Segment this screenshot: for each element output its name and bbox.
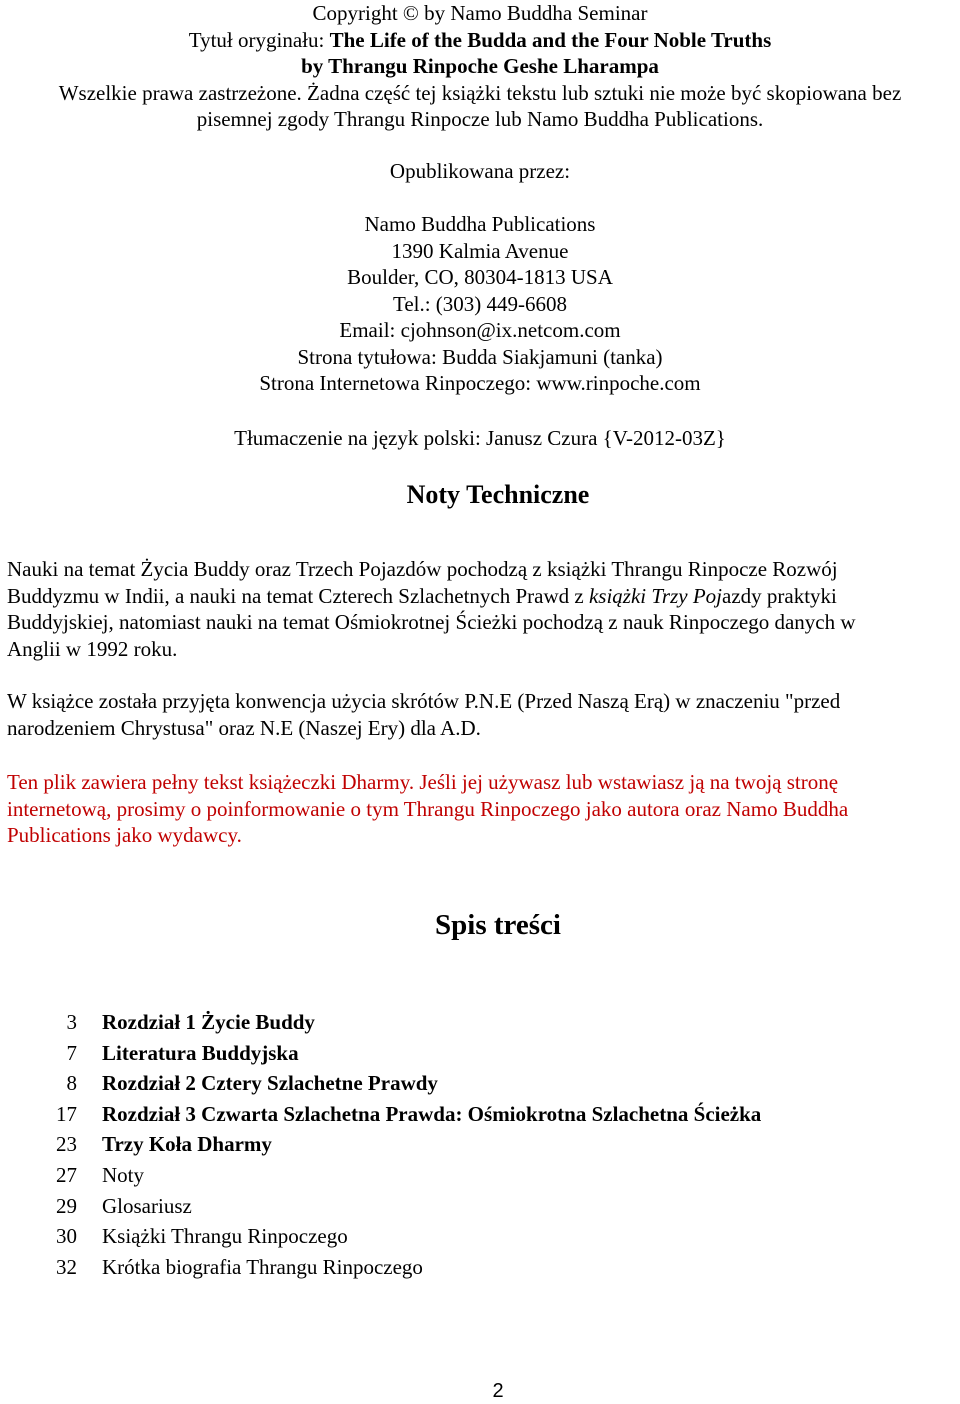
paragraph-line: Nauki na temat Życia Buddy oraz Trzech Pojazdów pochodzą z książki Thrangu Rinpocze Rozwój <box>7 557 838 581</box>
toc-page-number: 29 <box>56 1193 77 1218</box>
cover-note: Strona tytułowa: Budda Siakjamuni (tanka) <box>297 344 663 369</box>
toc-entry[interactable] <box>0 1191 960 1222</box>
toc-entry-title: Rozdział 1 Życie Buddy <box>102 1010 315 1034</box>
toc-entry[interactable] <box>0 1007 960 1038</box>
paragraph-line: Buddyjskiej, natomiast nauki na temat Ośmiokrotnej Ścieżki pochodzą z nauk Rinpoczego danych w <box>7 610 856 634</box>
notice-line: Publications jako wydawcy. <box>7 823 242 847</box>
publisher-spacer <box>0 185 960 212</box>
original-title-line <box>0 27 960 54</box>
paragraph-text: azdy praktyki <box>722 583 837 608</box>
paragraph-line: W książce została przyjęta konwencja użycia skrótów P.N.E (Przed Naszą Erą) w znaczeniu "przed <box>7 689 841 713</box>
translation-line: Tłumaczenie na język polski: Janusz Czura {V-2012-03Z} <box>234 426 726 450</box>
toc-page-number: 27 <box>56 1162 77 1187</box>
publisher-city: Boulder, CO, 80304-1813 USA <box>347 265 613 289</box>
rights-line-1: Wszelkie prawa zastrzeżone. Żadna część tej książki tekstu lub sztuki nie może być skopiowana bez <box>58 80 902 105</box>
notice-line: internetową, prosimy o poinformowanie o tym Thrangu Rinpoczego jako autora oraz Namo Buddha <box>7 796 849 821</box>
technical-notes-paragraph-2 <box>7 688 957 741</box>
copyright-block <box>0 0 960 133</box>
toc-entry[interactable] <box>0 1099 960 1130</box>
toc-heading: Spis treści <box>435 909 561 941</box>
toc-entry[interactable] <box>0 1160 960 1191</box>
toc-page-number: 32 <box>56 1254 77 1279</box>
toc-page-number: 3 <box>66 1010 77 1034</box>
toc-entry-title: Trzy Koła Dharmy <box>102 1132 272 1157</box>
toc-entry[interactable] <box>0 1038 960 1069</box>
publisher-street: 1390 Kalmia Avenue <box>391 238 569 263</box>
page-number: 2 <box>492 1380 504 1402</box>
table-of-contents <box>0 1007 960 1282</box>
original-title: The Life of the Budda and the Four Noble Truths <box>329 27 772 52</box>
toc-entry-title: Literatura Buddyjska <box>102 1040 299 1065</box>
paragraph-line: Anglii w 1992 roku. <box>7 636 178 661</box>
toc-entry-title: Książki Thrangu Rinpoczego <box>102 1224 348 1249</box>
publisher-block <box>0 158 960 397</box>
publisher-phone: Tel.: (303) 449-6608 <box>392 291 568 316</box>
toc-entry[interactable] <box>0 1221 960 1252</box>
translation-credit <box>0 425 960 451</box>
toc-entry[interactable] <box>0 1129 960 1160</box>
original-title-prefix: Tytuł oryginału: <box>188 27 330 52</box>
author-line <box>0 53 960 80</box>
publisher-email: Email: cjohnson@ix.netcom.com <box>339 318 621 342</box>
rights-line-2: pisemnej zgody Thrangu Rinpocze lub Namo Buddha Publications. <box>196 107 764 131</box>
paragraph-line: narodzeniem Chrystusa" oraz N.E (Naszej Ery) dla A.D. <box>7 715 481 740</box>
usage-notice <box>7 769 957 849</box>
technical-notes-paragraph-1 <box>7 556 957 662</box>
toc-entry-title: Glosariusz <box>102 1193 192 1218</box>
publisher-label: Opublikowana przez: <box>389 159 571 183</box>
toc-page-number: 8 <box>66 1071 77 1096</box>
paragraph-text: Buddyzmu w Indii, a nauki na temat Czterech Szlachetnych Prawd z <box>7 583 589 608</box>
technical-notes-heading: Noty Techniczne <box>406 480 590 509</box>
notice-line: Ten plik zawiera pełny tekst książeczki Dharmy. Jeśli jej używasz lub wstawiasz ją na twoją stronę <box>7 770 839 794</box>
toc-page-number: 7 <box>66 1040 77 1065</box>
book-title-italic: książki Trzy Poj <box>588 583 722 608</box>
paragraph-line <box>7 583 957 610</box>
website-line: Strona Internetowa Rinpoczego: www.rinpoche.com <box>259 371 701 395</box>
toc-page-number: 23 <box>56 1132 77 1157</box>
publisher-name: Namo Buddha Publications <box>364 212 596 236</box>
toc-entry[interactable] <box>0 1252 960 1283</box>
copyright-line: Copyright © by Namo Buddha Seminar <box>312 1 648 25</box>
toc-entry[interactable] <box>0 1068 960 1099</box>
toc-entry-title: Rozdział 3 Czwarta Szlachetna Prawda: Ośmiokrotna Szlachetna Ścieżka <box>102 1101 762 1126</box>
author-name: by Thrangu Rinpoche Geshe Lharampa <box>301 54 659 78</box>
toc-entry-title: Krótka biografia Thrangu Rinpoczego <box>102 1254 423 1279</box>
toc-page-number: 30 <box>56 1224 77 1249</box>
toc-entry-title: Noty <box>102 1162 144 1187</box>
toc-page-number: 17 <box>56 1101 77 1126</box>
toc-entry-title: Rozdział 2 Cztery Szlachetne Prawdy <box>102 1071 438 1096</box>
